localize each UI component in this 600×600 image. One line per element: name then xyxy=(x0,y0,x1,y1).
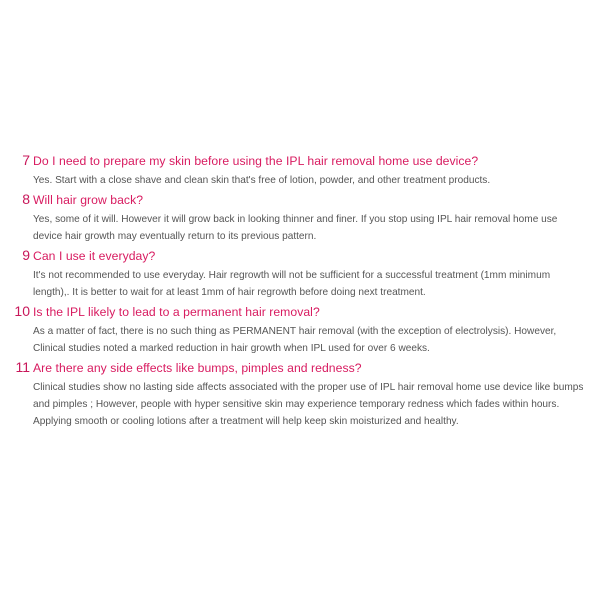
faq-item xyxy=(8,247,592,301)
faq-answer: As a matter of fact, there is no such thing as PERMANENT hair removal (with the exception of electrolysis). However, Clinical studies noted a marked reduction in hair growth when IPL used for over 6 weeks. xyxy=(33,326,557,354)
faq-item xyxy=(8,191,592,245)
faq-question: Will hair grow back? xyxy=(33,193,144,207)
faq-question-row xyxy=(8,303,592,323)
faq-answer: Yes. Start with a close shave and clean skin that's free of lotion, powder, and other treatment products. xyxy=(33,175,491,186)
faq-question: Is the IPL likely to lead to a permanent hair removal? xyxy=(33,305,320,319)
faq-question-row xyxy=(8,247,592,267)
faq-number: 7 xyxy=(22,152,30,168)
faq-item xyxy=(8,359,592,430)
faq-item xyxy=(8,303,592,357)
faq-number: 8 xyxy=(22,191,30,207)
faq-answer: Yes, some of it will. However it will grow back in looking thinner and finer. If you stop using IPL hair removal home use device hair growth may eventually return to its previous pattern. xyxy=(33,214,558,242)
faq-question: Are there any side effects like bumps, pimples and redness? xyxy=(33,361,362,375)
faq-question: Do I need to prepare my skin before using the IPL hair removal home use device? xyxy=(33,154,479,168)
faq-answer: It's not recommended to use everyday. Hair regrowth will not be sufficient for a successful treatment (1mm minimum length),. It is better to wait for at least 1mm of hair regrowth before doing next treatment. xyxy=(33,270,551,298)
faq-number: 11 xyxy=(15,359,30,375)
faq-question-row xyxy=(8,359,592,379)
faq-list xyxy=(8,152,592,432)
faq-number: 10 xyxy=(14,303,30,319)
faq-answer: Clinical studies show no lasting side affects associated with the proper use of IPL hair removal home use device like bumps and pimples ; However, people with hyper sensitive skin may experience temporary redness which fades within hours. Applying smooth or cooling lotions after a treatment will help keep skin moisturized and healthy. xyxy=(33,382,584,427)
faq-question-row xyxy=(8,191,592,211)
faq-number: 9 xyxy=(22,247,30,263)
faq-question-row xyxy=(8,152,592,172)
faq-item xyxy=(8,152,592,189)
faq-question: Can I use it everyday? xyxy=(33,249,156,263)
